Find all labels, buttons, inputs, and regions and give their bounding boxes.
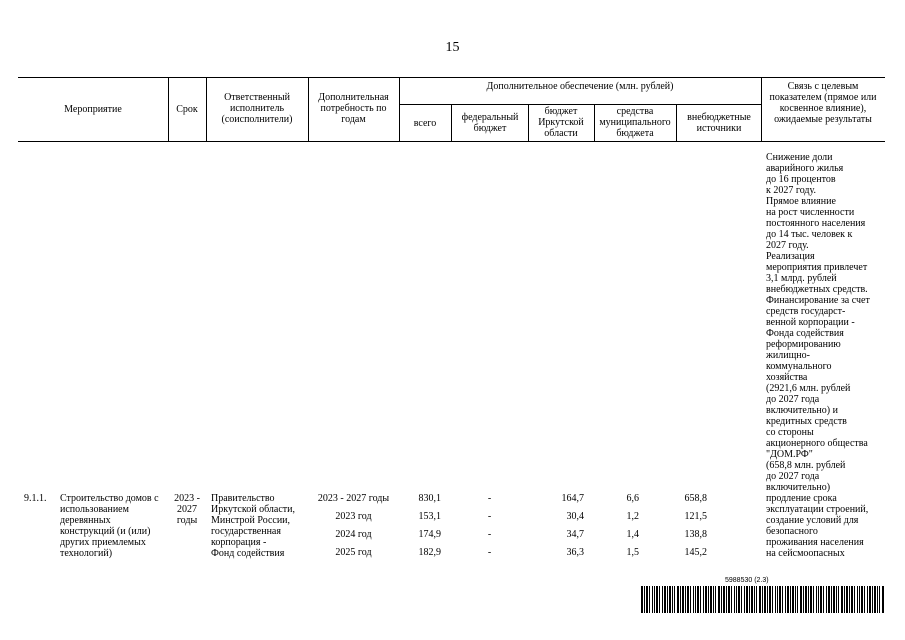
page-number: 15 bbox=[445, 40, 460, 55]
text-line: включительно) и bbox=[766, 405, 838, 416]
text-line: Правительство bbox=[211, 493, 275, 504]
text-line: 2027 году. bbox=[766, 240, 809, 251]
text-line: (658,8 млн. рублей bbox=[766, 460, 846, 471]
text-line: Фонд содействия bbox=[211, 548, 285, 559]
text-line: технологий) bbox=[60, 548, 113, 559]
header-executor: Ответственный исполнитель (соисполнители) bbox=[221, 92, 293, 125]
text-line: Иркутской области, bbox=[211, 504, 295, 515]
text-line: аварийного жилья bbox=[766, 163, 844, 174]
text-line: Строительство домов с bbox=[60, 493, 159, 504]
value-extra: 138,8 bbox=[684, 529, 707, 540]
text-line: постоянного населения bbox=[766, 218, 866, 229]
row-number: 9.1.1. bbox=[24, 493, 47, 504]
barcode bbox=[641, 586, 885, 613]
text-line: Прямое влияние bbox=[766, 196, 836, 207]
text-line: мероприятия привлечет bbox=[766, 262, 868, 273]
value-extra: 145,2 bbox=[684, 547, 707, 558]
text-line: до 14 тыс. человек к bbox=[766, 229, 853, 240]
value-total: 174,9 bbox=[418, 529, 441, 540]
value-federal: - bbox=[487, 511, 492, 522]
text-line: до 16 процентов bbox=[766, 174, 836, 185]
header-extra: внебюджетные источники bbox=[687, 112, 751, 134]
row-event bbox=[60, 493, 168, 559]
header-need: Дополнительная потребность по годам bbox=[318, 92, 389, 125]
row-term bbox=[168, 493, 206, 526]
text-line: других приемлемых bbox=[60, 537, 146, 548]
value-total: 182,9 bbox=[418, 547, 441, 558]
value-total: 830,1 bbox=[418, 493, 441, 504]
value-federal: - bbox=[487, 493, 492, 504]
text-line: Реализация bbox=[766, 251, 815, 262]
text-line: безопасного bbox=[766, 526, 818, 537]
text-line: на сейсмоопасных bbox=[766, 548, 845, 559]
text-line: корпорация - bbox=[211, 537, 267, 548]
text-line: проживания населения bbox=[766, 537, 864, 548]
text-line: реформированию bbox=[766, 339, 841, 350]
text-line: до 2027 года bbox=[766, 394, 820, 405]
text-line: деревянных bbox=[60, 515, 111, 526]
text-line: эксплуатации строений, bbox=[766, 504, 869, 515]
year-period: 2025 год bbox=[335, 547, 372, 558]
text-line: хозяйства bbox=[766, 372, 808, 383]
value-municipal: 1,4 bbox=[626, 529, 639, 540]
header-link: Связь с целевым показателем (прямое или косвенное влияние), ожидаемые результаты bbox=[769, 81, 877, 125]
text-line: венной корпорации - bbox=[766, 317, 855, 328]
value-municipal: 6,6 bbox=[626, 493, 639, 504]
value-regional: 36,3 bbox=[566, 547, 584, 558]
text-line: создание условий для bbox=[766, 515, 859, 526]
year-period: 2023 год bbox=[335, 511, 372, 522]
text-line: (2921,6 млн. рублей bbox=[766, 383, 851, 394]
header-term: Срок bbox=[176, 104, 198, 115]
value-federal: - bbox=[487, 529, 492, 540]
value-municipal: 1,5 bbox=[626, 547, 639, 558]
text-line: кредитных средств bbox=[766, 416, 847, 427]
value-municipal: 1,2 bbox=[626, 511, 639, 522]
value-extra: 658,8 bbox=[684, 493, 707, 504]
value-total: 153,1 bbox=[418, 511, 441, 522]
text-line: Снижение доли bbox=[766, 152, 833, 163]
value-extra: 121,5 bbox=[684, 511, 707, 522]
year-period: 2023 - 2027 годы bbox=[317, 493, 390, 504]
text-line: 2023 - bbox=[174, 493, 200, 504]
text-line: коммунального bbox=[766, 361, 832, 372]
header-funding: Дополнительное обеспечение (млн. рублей) bbox=[486, 81, 674, 92]
text-line: конструкций (и (или) bbox=[60, 526, 151, 537]
text-line: внебюджетных средств. bbox=[766, 284, 868, 295]
value-regional: 30,4 bbox=[566, 511, 584, 522]
text-line: до 2027 года bbox=[766, 471, 820, 482]
text-line: "ДОМ.РФ" bbox=[766, 449, 813, 460]
header-regional: бюджет Иркутской области bbox=[538, 106, 584, 139]
header-total: всего bbox=[413, 118, 437, 129]
header-municipal: средства муниципального бюджета bbox=[599, 106, 671, 139]
value-federal: - bbox=[487, 547, 492, 558]
text-line: на рост численности bbox=[766, 207, 855, 218]
text-line: средств государст- bbox=[766, 306, 846, 317]
header-event: Мероприятие bbox=[64, 104, 122, 115]
text-line: использованием bbox=[60, 504, 129, 515]
text-line: 2027 bbox=[177, 504, 197, 515]
row-results bbox=[766, 493, 886, 559]
text-line: государственная bbox=[211, 526, 281, 537]
row-executor bbox=[211, 493, 307, 559]
text-line: жилищно- bbox=[766, 350, 810, 361]
header-federal: федеральный бюджет bbox=[461, 112, 519, 134]
text-line: со стороны bbox=[766, 427, 814, 438]
text-line: акционерного общества bbox=[766, 438, 868, 449]
text-line: годы bbox=[176, 515, 198, 526]
value-regional: 34,7 bbox=[566, 529, 584, 540]
text-line: Финансирование за счет bbox=[766, 295, 870, 306]
text-line: к 2027 году. bbox=[766, 185, 817, 196]
text-line: 3,1 млрд. рублей bbox=[766, 273, 837, 284]
continued-results bbox=[766, 152, 884, 493]
value-regional: 164,7 bbox=[561, 493, 584, 504]
barcode-label: 5988530 (2.3) bbox=[725, 577, 769, 584]
text-line: продление срока bbox=[766, 493, 837, 504]
text-line: Минстрой России, bbox=[211, 515, 291, 526]
text-line: включительно) bbox=[766, 482, 831, 493]
year-period: 2024 год bbox=[335, 529, 372, 540]
text-line: Фонда содействия bbox=[766, 328, 844, 339]
